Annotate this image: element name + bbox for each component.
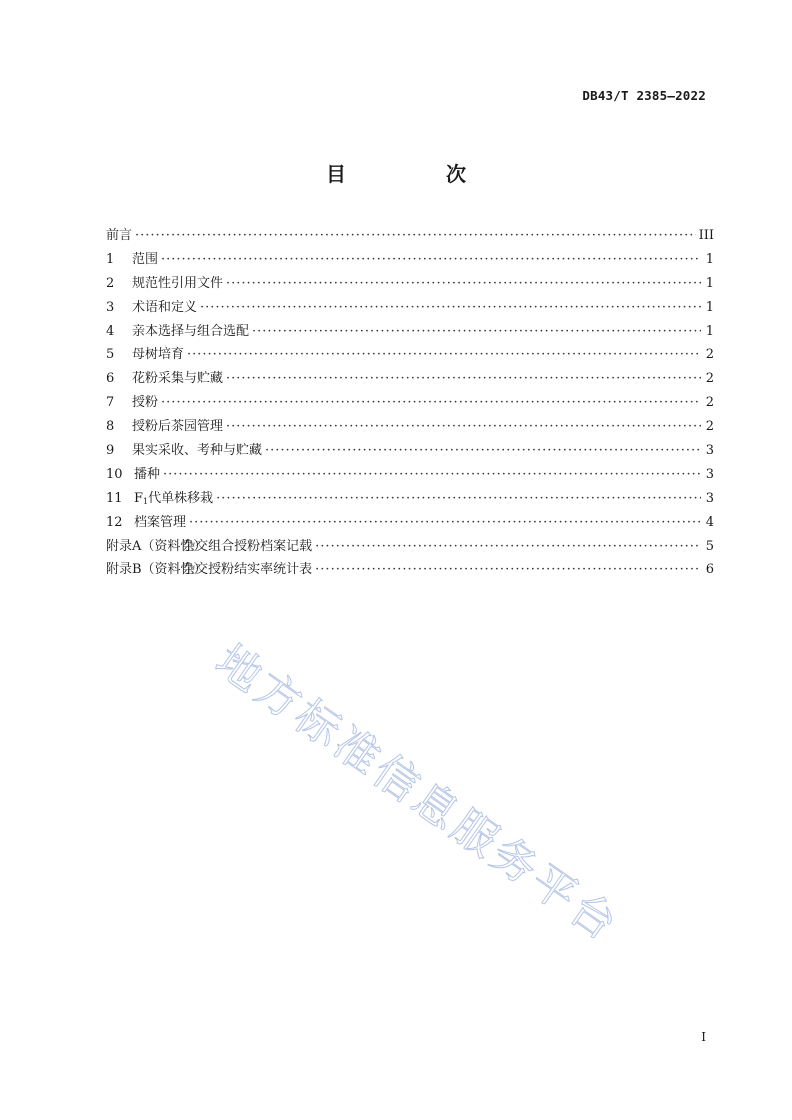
toc-leader-dots: [189, 511, 701, 535]
toc-entry-text: 花粉采集与贮藏: [132, 371, 224, 387]
table-of-contents: [106, 224, 714, 582]
toc-entry-foreword[interactable]: [106, 224, 714, 248]
toc-leader-dots: [161, 248, 701, 272]
toc-leader-dots: [315, 558, 701, 582]
toc-entry-8[interactable]: [106, 415, 714, 439]
toc-entry-number: 3: [106, 299, 115, 315]
toc-entry-page: III: [698, 228, 714, 243]
toc-entry-appendix-a[interactable]: [106, 535, 714, 559]
toc-entry-page: 2: [705, 419, 714, 435]
toc-leader-dots: [161, 391, 701, 415]
toc-entry-7[interactable]: [106, 391, 714, 415]
toc-entry-number: 9: [106, 443, 115, 459]
document-code: DB43/T 2385—2022: [582, 88, 706, 103]
toc-entry-text: 果实采收、考种与贮藏: [132, 443, 263, 459]
toc-entry-4[interactable]: [106, 320, 714, 344]
toc-leader-dots: [226, 367, 701, 391]
toc-entry-text: 杂交组合授粉档案记载: [182, 538, 313, 554]
toc-entry-2[interactable]: [106, 272, 714, 296]
toc-leader-dots: [226, 415, 701, 439]
toc-leader-dots: [200, 296, 701, 320]
toc-entry-text-main: 代单株移栽: [148, 490, 214, 506]
toc-entry-appendix-b[interactable]: [106, 558, 714, 582]
toc-leader-dots: [315, 535, 701, 559]
toc-entry-9[interactable]: [106, 439, 714, 463]
toc-entry-page: 6: [705, 562, 714, 578]
toc-entry-12[interactable]: [106, 511, 714, 535]
toc-entry-3[interactable]: [106, 296, 714, 320]
toc-leader-dots: [216, 487, 701, 511]
toc-entry-text: 规范性引用文件: [132, 275, 224, 291]
toc-entry-page: 3: [705, 466, 714, 482]
page-number: I: [701, 1030, 706, 1044]
toc-entry-page: 3: [705, 443, 714, 459]
watermark: 地方标准信息服务平台: [206, 635, 629, 953]
toc-entry-page: 1: [705, 323, 714, 339]
toc-entry-text: 亲本选择与组合选配: [132, 323, 250, 339]
toc-entry-1[interactable]: [106, 248, 714, 272]
toc-entry-text-subscript: 1: [143, 496, 149, 506]
toc-leader-dots: [163, 463, 701, 487]
toc-leader-dots: [252, 320, 701, 344]
toc-entry-page: 4: [705, 514, 714, 530]
toc-entry-number: 7: [106, 395, 115, 411]
toc-entry-page: 5: [705, 538, 714, 554]
toc-entry-11[interactable]: [106, 487, 714, 511]
toc-entry-page: 1: [705, 251, 714, 267]
toc-entry-number: 附录B（资料性）: [106, 562, 207, 578]
toc-entry-5[interactable]: [106, 343, 714, 367]
toc-entry-number: 4: [106, 323, 115, 339]
toc-entry-6[interactable]: [106, 367, 714, 391]
toc-entry-number: 2: [106, 275, 115, 291]
toc-entry-10[interactable]: [106, 463, 714, 487]
toc-entry-text: 档案管理: [134, 514, 187, 530]
toc-entry-page: 1: [705, 275, 714, 291]
toc-leader-dots: [187, 343, 701, 367]
toc-entry-text: 范围: [132, 251, 159, 267]
toc-entry-number: 6: [106, 371, 115, 387]
toc-entry-text: 术语和定义: [132, 299, 198, 315]
toc-entry-number: 5: [106, 347, 115, 363]
toc-entry-page: 2: [705, 347, 714, 363]
toc-entry-number: 12: [106, 514, 123, 530]
toc-entry-text: 母树培育: [132, 347, 185, 363]
toc-entry-page: 1: [705, 299, 714, 315]
toc-entry-text: 杂交授粉结实率统计表: [182, 562, 313, 578]
toc-leader-dots: [135, 224, 696, 248]
page-title: 目 次: [326, 162, 506, 186]
toc-entry-page: 2: [705, 395, 714, 411]
toc-entry-number: 11: [106, 490, 123, 506]
toc-leader-dots: [265, 439, 701, 463]
toc-entry-text: 前言: [106, 228, 133, 243]
toc-entry-text: [134, 487, 213, 514]
toc-entry-number: 1: [106, 251, 115, 267]
toc-entry-text: 播种: [134, 466, 161, 482]
toc-leader-dots: [226, 272, 701, 296]
toc-entry-page: 2: [705, 371, 714, 387]
toc-entry-text-prefix: F: [134, 490, 144, 506]
toc-entry-page: 3: [705, 490, 714, 506]
toc-entry-text: 授粉: [132, 395, 159, 411]
toc-entry-number: 10: [106, 466, 123, 482]
toc-entry-text: 授粉后茶园管理: [132, 419, 224, 435]
toc-entry-number: 8: [106, 419, 115, 435]
toc-entry-number: 附录A（资料性）: [106, 538, 207, 554]
